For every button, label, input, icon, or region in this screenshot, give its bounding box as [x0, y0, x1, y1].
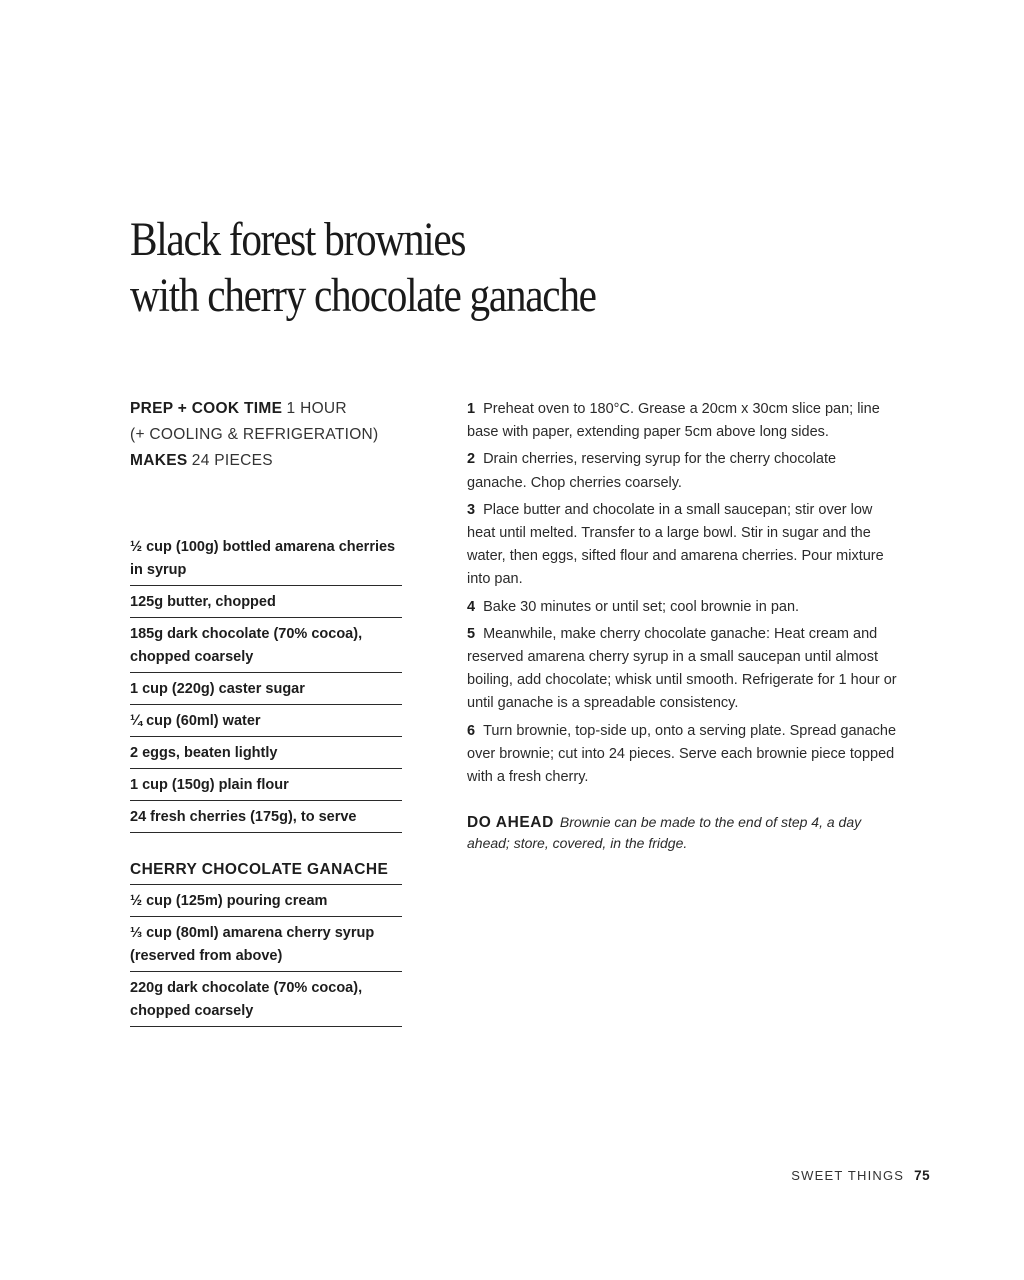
recipe-title-line-2: with cherry chocolate ganache — [130, 269, 596, 322]
step-number: 6 — [467, 722, 476, 739]
step-number: 2 — [467, 451, 476, 468]
ingredient-item: 24 fresh cherries (175g), to serve — [130, 801, 402, 833]
ingredient-item: 2 eggs, beaten lightly — [130, 737, 402, 769]
method-step — [467, 720, 897, 790]
ingredient-item: 1 cup (220g) caster sugar — [130, 673, 402, 705]
step-number: 5 — [467, 625, 476, 642]
prep-time-value: 1 HOUR — [286, 400, 347, 417]
ganache-ingredient-item: 220g dark chocolate (70% cocoa), chopped coarsely — [130, 972, 402, 1027]
step-number: 3 — [467, 501, 476, 518]
method-step — [467, 398, 897, 444]
method-step — [467, 623, 897, 716]
step-text: Turn brownie, top-side up, onto a serving plate. Spread ganache over brownie; cut into 24 pieces. Serve each brownie piece topped with a fresh cherry. — [467, 722, 897, 786]
prep-time-label: PREP + COOK TIME — [130, 400, 283, 417]
ganache-ingredient-item: ⅓ cup (80ml) amarena cherry syrup (reserved from above) — [130, 917, 402, 972]
step-number: 1 — [467, 401, 476, 417]
makes-label: MAKES — [130, 452, 188, 469]
step-text: Drain cherries, reserving syrup for the cherry chocolate ganache. Chop cherries coarsely. — [467, 451, 837, 491]
step-text: Preheat oven to 180°C. Grease a 20cm x 30cm slice pan; line base with paper, extending paper 5cm above long sides. — [467, 401, 880, 441]
do-ahead-text: Brownie can be made to the end of step 4, a day ahead; store, covered, in the fridge. — [467, 814, 862, 851]
ingredient-item: 185g dark chocolate (70% cocoa), chopped coarsely — [130, 618, 402, 673]
ingredients-list — [130, 536, 402, 833]
ingredient-item: 125g butter, chopped — [130, 586, 402, 618]
method-step — [467, 596, 897, 619]
ingredient-item: 1 cup (150g) plain flour — [130, 769, 402, 801]
prep-time-note: (+ COOLING & REFRIGERATION) — [130, 426, 379, 443]
step-text: Place butter and chocolate in a small saucepan; stir over low heat until melted. Transfer to a large bowl. Stir in sugar and the water, then eggs, sifted flour and amarena cherries. Pour mixture into pan. — [467, 501, 884, 588]
page-number: 75 — [914, 1168, 930, 1183]
step-number: 4 — [467, 598, 476, 615]
do-ahead-label: DO AHEAD — [467, 814, 554, 831]
ingredient-item: ¼ cup (60ml) water — [130, 705, 402, 737]
method-step — [467, 448, 897, 494]
do-ahead-note — [467, 812, 907, 854]
ganache-ingredients-list — [130, 890, 402, 1027]
section-name: SWEET THINGS — [791, 1168, 905, 1183]
ingredient-item: ½ cup (100g) bottled amarena cherries in syrup — [130, 536, 402, 586]
step-text: Bake 30 minutes or until set; cool brownie in pan. — [483, 598, 800, 615]
recipe-meta — [130, 396, 420, 474]
page-footer — [760, 1168, 930, 1183]
recipe-title — [130, 212, 596, 324]
method-steps — [467, 398, 897, 793]
ganache-heading: CHERRY CHOCOLATE GANACHE — [130, 857, 402, 885]
step-text: Meanwhile, make cherry chocolate ganache: Heat cream and reserved amarena cherry syrup in a small saucepan until almost boiling, add chocolate; whisk until smooth. Refrigerate for 1 hour or until ganache is a spreadable consistency. — [467, 625, 897, 712]
ganache-ingredient-item: ½ cup (125m) pouring cream — [130, 890, 402, 917]
method-step — [467, 499, 897, 592]
makes — [130, 448, 420, 474]
prep-time — [130, 396, 420, 422]
makes-value: 24 PIECES — [191, 452, 273, 469]
recipe-title-line-1: Black forest brownies — [130, 213, 466, 266]
